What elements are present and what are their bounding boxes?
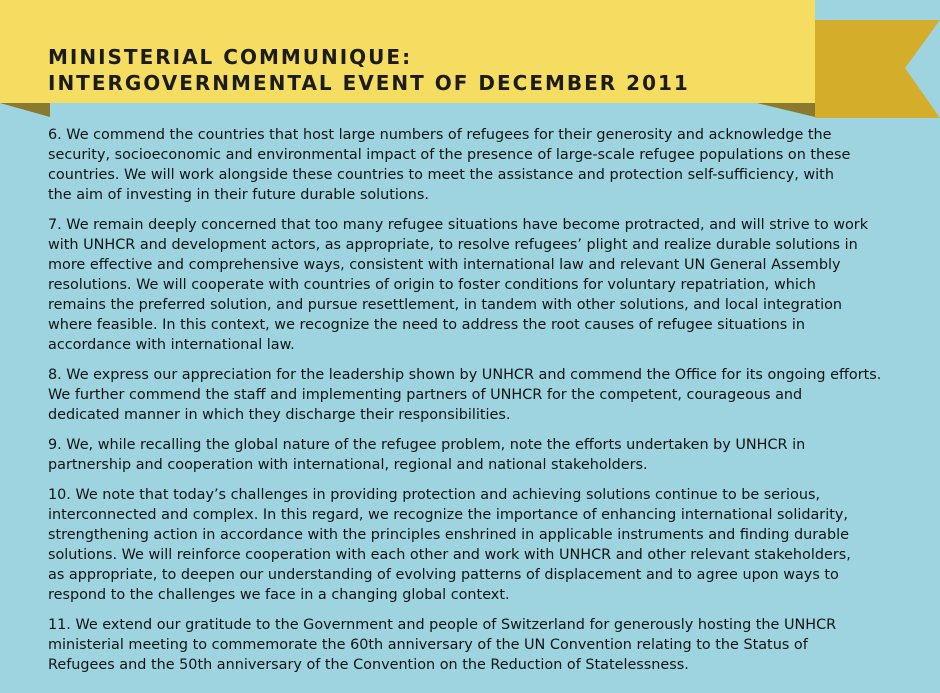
banner-fold-right	[757, 103, 815, 117]
title-banner	[0, 0, 940, 120]
banner-ribbon-tail	[815, 20, 940, 118]
paragraph-6: 6. We commend the countries that host large numbers of refugees for their generosity and acknowledge the security, socioeconomic and environmental impact of the presence of large-scale refugee populations on these countries. We will work alongside these countries to meet the assistance and protection self-sufficiency, with the aim of investing in their future durable solutions.	[48, 127, 851, 203]
banner-fold-left	[0, 103, 50, 117]
title-line-2: INTERGOVERNMENTAL EVENT OF DECEMBER 2011	[48, 71, 690, 95]
paragraph-7: 7. We remain deeply concerned that too many refugee situations have become protracted, and will strive to work with UNHCR and development actors, as appropriate, to resolve refugees’ plight and realize durable solutions in more effective and comprehensive ways, consistent with international law and relevant UN General Assembly resolutions. We will cooperate with countries of origin to foster conditions for voluntary repatriation, which remains the preferred solution, and pursue resettlement, in tandem with other solutions, and local integration where feasible. In this context, we recognize the need to address the root causes of refugee situations in accordance with international law.	[48, 217, 869, 353]
paragraph-8: 8. We express our appreciation for the leadership shown by UNHCR and commend the Office for its ongoing efforts. We further commend the staff and implementing partners of UNHCR for the competent, courageous and dedicated manner in which they discharge their responsibilities.	[48, 367, 882, 423]
communique-body	[48, 125, 928, 685]
paragraph-11: 11. We extend our gratitude to the Government and people of Switzerland for generously hosting the UNHCR ministerial meeting to commemorate the 60th anniversary of the UN Convention relating to the Status of Refugees and the 50th anniversary of the Convention on the Reduction of Statelessness.	[48, 617, 837, 673]
page-title	[48, 44, 690, 96]
title-line-1: MINISTERIAL COMMUNIQUE:	[48, 45, 413, 69]
paragraph-10: 10. We note that today’s challenges in providing protection and achieving solutions continue to be serious, interconnected and complex. In this regard, we recognize the importance of enhancing international solidarity, strengthening action in accordance with the principles enshrined in applicable instruments and finding durable solutions. We will reinforce cooperation with each other and work with UNHCR and other relevant stakeholders, as appropriate, to deepen our understanding of evolving patterns of displacement and to agree upon ways to respond to the challenges we face in a changing global context.	[48, 487, 851, 603]
paragraph-9: 9. We, while recalling the global nature of the refugee problem, note the efforts undertaken by UNHCR in partnership and cooperation with international, regional and national stakeholders.	[48, 437, 806, 473]
